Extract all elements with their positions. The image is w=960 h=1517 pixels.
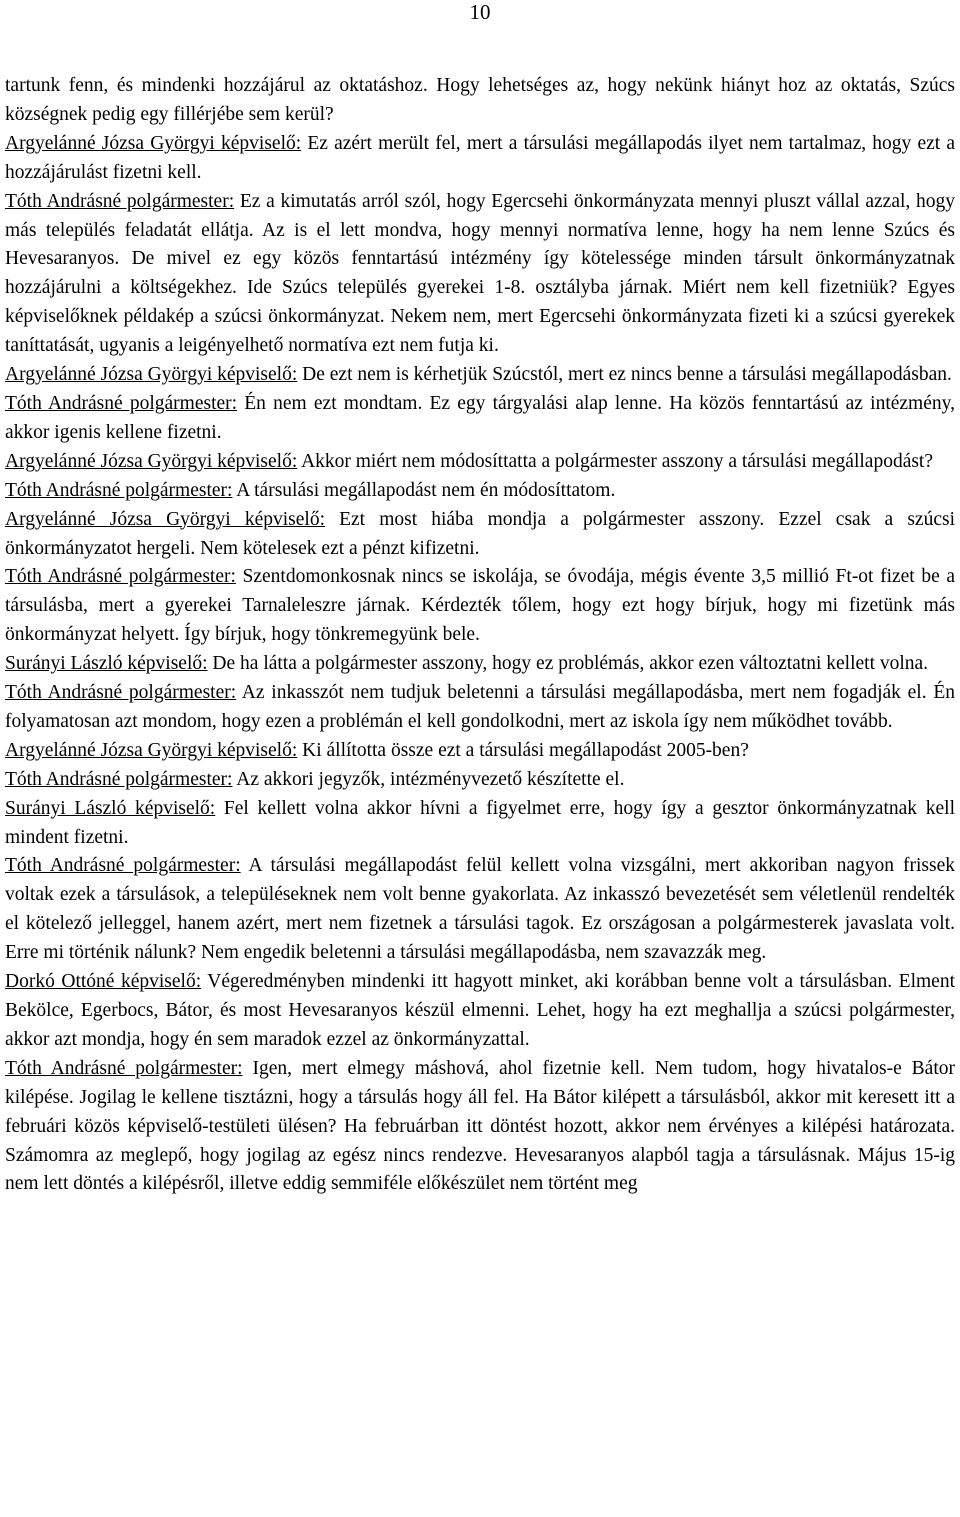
paragraph-text: Ez azért merült fel, mert a társulási megállapodás ilyet nem tartalmaz, hogy ezt a hozzájárulást fizetni kell.: [5, 132, 955, 183]
paragraph-text: De ezt nem is kérhetjük Szúcstól, mert ez nincs benne a társulási megállapodásban.: [297, 364, 952, 386]
speaker-label: Argyelánné Józsa Györgyi képviselő:: [5, 450, 298, 472]
transcript-paragraph: [5, 130, 955, 188]
transcript-paragraph: [5, 968, 955, 1055]
speaker-label: Surányi László képviselő:: [5, 653, 208, 675]
speaker-label: Tóth Andrásné polgármester:: [5, 1057, 243, 1079]
speaker-label: Tóth Andrásné polgármester:: [5, 855, 241, 877]
speaker-label: Tóth Andrásné polgármester:: [5, 392, 238, 414]
speaker-label: Argyelánné Józsa Györgyi képviselő:: [5, 508, 325, 530]
transcript-paragraph: [5, 361, 955, 390]
paragraph-text: Igen, mert elmegy máshová, ahol fizetnie kell. Nem tudom, hogy hivatalos-e Bátor kilépése. Jogilag le kellene tisztázni, hogy a társulás hogy áll fel. Ha Bátor kilépett a társulásból, akkor mit keresett itt a februári közös képviselő-testületi ülésen? Ha februárban itt döntést hozott, akkor nem érvényes a kilépési határozata. Számomra az meglepő, hogy jogilag az egész nincs rendezve. Hevesaranyos alapból tagja a társulásnak. Május 15-ig nem lett döntés a kilépésről, illetve eddig semmiféle előkészület nem történt meg: [5, 1057, 955, 1195]
speaker-label: Dorkó Ottóné képviselő:: [5, 971, 202, 993]
paragraph-text: Ki állította össze ezt a társulási megállapodást 2005-ben?: [297, 739, 749, 761]
transcript-paragraph: [5, 563, 955, 650]
speaker-label: Argyelánné Józsa Györgyi képviselő:: [5, 739, 298, 761]
paragraph-text: A társulási megállapodást felül kellett volna vizsgálni, mert akkoriban nagyon frissek voltak ezek a társulások, a településeknek nem volt benne gyakorlata. Az inkasszó bevezetését sem véletlenül rendelték el kötelező jelleggel, hanem azért, mert nem fizetnek a társulási tagok. Ez országosan a polgármesterek javaslata volt. Erre mi történik nálunk? Nem engedik beletenni a társulási megállapodásba, nem szavazzák meg.: [5, 855, 955, 964]
paragraph-text: Végeredményben mindenki itt hagyott minket, aki korábban benne volt a társulásban. Elment Bekölce, Egerbocs, Bátor, és most Hevesaranyos készül elmenni. Lehet, hogy ha ezt meghallja a szúcsi polgármester, akkor azt mondja, hogy én sem maradok ezzel az önkormányzattal.: [5, 971, 955, 1050]
transcript-paragraph: [5, 766, 955, 795]
transcript-paragraph: [5, 795, 955, 853]
transcript-paragraph: [5, 188, 955, 361]
paragraph-text: Ez a kimutatás arról szól, hogy Egercsehi önkormányzata mennyi pluszt vállal azzal, hogy más település feladatát ellátja. Az is el lett mondva, hogy mennyi normatíva lenne, hogy ha nem lenne Szúcs és Hevesaranyos. De mivel ez egy közös fenntartású intézmény így kötelessége minden társult önkormányzatnak hozzájárulni a költségekhez. Ide Szúcs település gyerekei 1-8. osztályba járnak. Miért nem kell fizetniük? Egyes képviselőknek példakép a szúcsi önkormányzat. Nekem nem, mert Egercsehi önkormányzata fizeti ki a szúcsi gyerekek taníttatását, ugyanis a leigényelhető normatíva ezt nem futja ki.: [5, 190, 955, 357]
transcript-paragraph: [5, 679, 955, 737]
page-number: 10: [469, 0, 491, 24]
speaker-label: Argyelánné Józsa Györgyi képviselő:: [5, 364, 298, 386]
paragraph-text: tartunk fenn, és mindenki hozzájárul az oktatáshoz. Hogy lehetséges az, hogy nekünk hiányt hoz az oktatás, Szúcs községnek pedig egy fillérjébe sem kerül?: [5, 75, 955, 125]
paragraph-text: Az akkori jegyzők, intézményvezető készítette el.: [232, 768, 625, 790]
paragraph-text: Fel kellett volna akkor hívni a figyelmet erre, hogy így a gesztor önkormányzatnak kell mindent fizetni.: [5, 797, 955, 848]
speaker-label: Tóth Andrásné polgármester:: [5, 682, 237, 704]
transcript-paragraph: [5, 448, 955, 477]
paragraph-text: De ha látta a polgármester asszony, hogy ez problémás, akkor ezen változtatni kellett volna.: [207, 653, 929, 675]
transcript-paragraph: [5, 506, 955, 564]
transcript-paragraph: [5, 1055, 955, 1200]
transcript-paragraph: [5, 72, 955, 130]
transcript-paragraph: [5, 852, 955, 968]
speaker-label: Tóth Andrásné polgármester:: [5, 479, 233, 501]
transcript-paragraph: [5, 650, 955, 679]
speaker-label: Tóth Andrásné polgármester:: [5, 768, 233, 790]
speaker-label: Tóth Andrásné polgármester:: [5, 566, 236, 588]
paragraph-text: Ezt most hiába mondja a polgármester asszony. Ezzel csak a szúcsi önkormányzatot hergeli. Nem kötelesek ezt a pénzt kifizetni.: [5, 508, 955, 559]
speaker-label: Tóth Andrásné polgármester:: [5, 190, 235, 212]
speaker-label: Argyelánné Józsa Györgyi képviselő:: [5, 132, 302, 154]
transcript-paragraph: [5, 737, 955, 766]
transcript-body: [5, 72, 955, 1199]
paragraph-text: Én nem ezt mondtam. Ez egy tárgyalási alap lenne. Ha közös fenntartású az intézmény, akkor igenis kellene fizetni.: [5, 392, 955, 443]
speaker-label: Surányi László képviselő:: [5, 797, 216, 819]
paragraph-text: Az inkasszót nem tudjuk beletenni a társulási megállapodásba, mert nem fogadják el. Én folyamatosan azt mondom, hogy ezen a problémán el kell gondolkodni, mert az iskola így nem működhet tovább.: [5, 682, 955, 732]
paragraph-text: Akkor miért nem módosíttatta a polgármester asszony a társulási megállapodást?: [297, 450, 934, 472]
transcript-paragraph: [5, 477, 955, 506]
transcript-paragraph: [5, 390, 955, 448]
paragraph-text: A társulási megállapodást nem én módosíttatom.: [232, 479, 616, 501]
paragraph-text: Szentdomonkosnak nincs se iskolája, se óvodája, mégis évente 3,5 millió Ft-ot fizet be a társulásba, mert a gyerekei Tarnaleleszre járnak. Kérdezték tőlem, hogy ezt hogy bírjuk, hogy mi fizetünk más önkormányzat helyett. Így bírjuk, hogy tönkremegyünk bele.: [5, 566, 956, 646]
